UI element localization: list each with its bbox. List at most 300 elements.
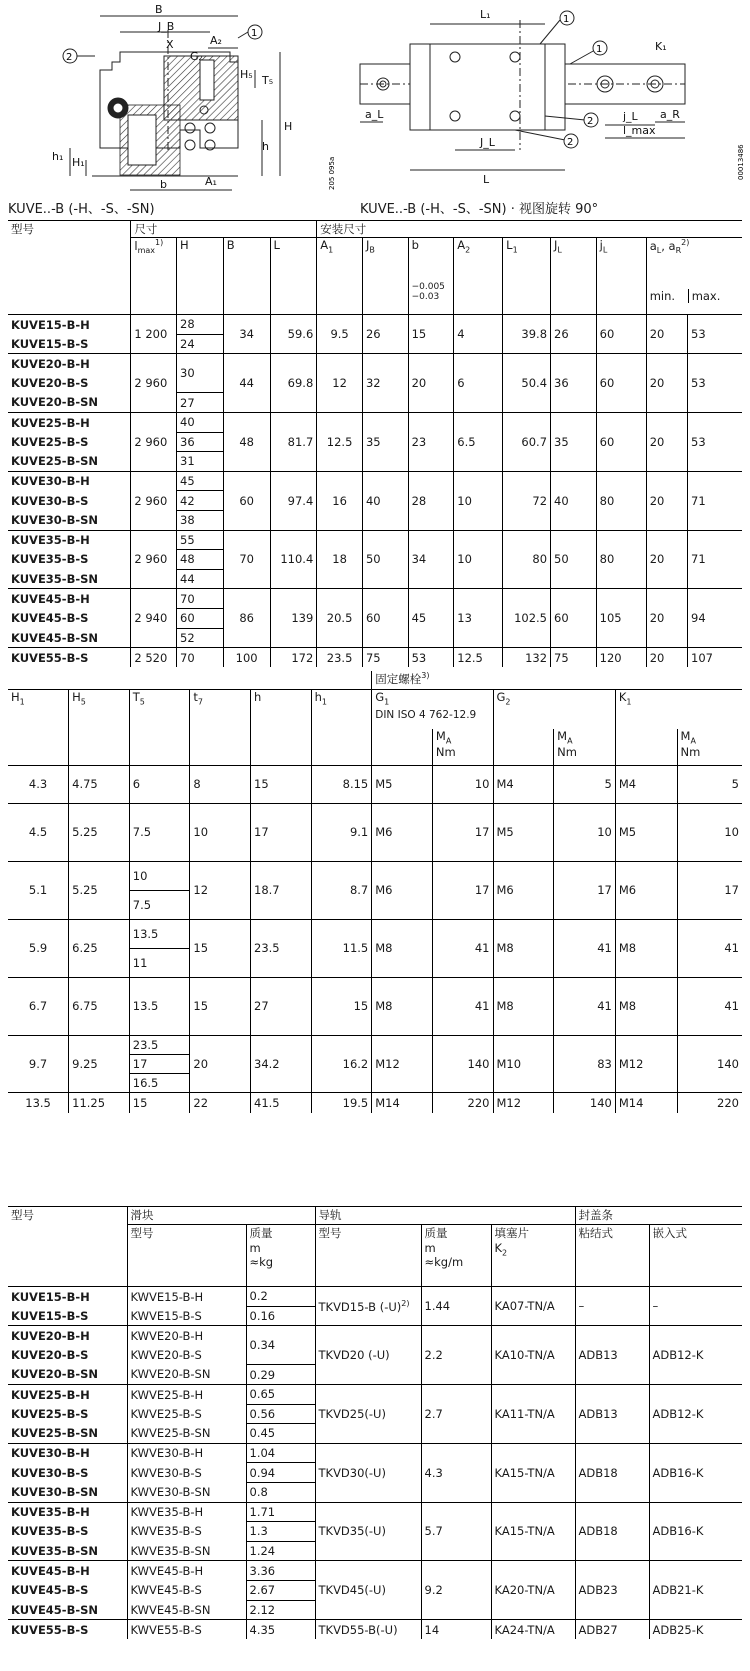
model-code: KUVE55-B-S <box>8 1620 127 1640</box>
H5-value: 6.25 <box>69 919 130 977</box>
rail-type <box>315 1443 421 1502</box>
header-max: max. <box>688 289 721 303</box>
model-code: KUVE15-B-S <box>11 1308 89 1323</box>
col-A2: 6.5 <box>454 412 503 471</box>
header-JL: $J_L$ <box>551 238 597 315</box>
model-code: KUVE15-B-H <box>8 1287 127 1307</box>
carriage-type: KWVE30-B-SN <box>127 1482 246 1502</box>
H-value: 28 <box>177 315 224 335</box>
header-type: 型号 <box>8 221 131 238</box>
H1-value: 4.3 <box>8 765 69 803</box>
dimensions-table <box>8 220 742 667</box>
col-MA3: 17 <box>677 861 742 919</box>
H-value: 44 <box>177 569 224 589</box>
col-amax: 71 <box>688 530 743 589</box>
col-A2: 10 <box>454 530 503 589</box>
col-amax: 107 <box>688 648 743 668</box>
col-MA3: 5 <box>677 765 742 803</box>
H5-value: 11.25 <box>69 1093 130 1113</box>
col-K1: M4 <box>615 765 677 803</box>
model-code: KUVE20-B-S <box>11 1348 89 1363</box>
col-h1: 9.1 <box>311 803 372 861</box>
col-b: 34 <box>408 530 454 589</box>
col-t7: 10 <box>190 803 251 861</box>
col-L: 81.7 <box>270 412 317 471</box>
header-H: H <box>177 238 224 315</box>
col-JL: 50 <box>551 530 597 589</box>
header-jL: $j_L$ <box>596 238 646 315</box>
dim-H5: H₅ <box>240 68 253 81</box>
header-A2: $A_2$ <box>454 238 503 315</box>
col-MA2: 41 <box>554 977 616 1035</box>
col-MA1: 17 <box>432 861 493 919</box>
col-L1: 50.4 <box>503 354 551 413</box>
col-L1: 80 <box>503 530 551 589</box>
header-K1: $K_1$ <box>615 689 742 729</box>
model-code: KUVE20-B-H <box>8 1326 127 1346</box>
header-L1: $L_1$ <box>503 238 551 315</box>
carriage-mass: 0.34 <box>246 1326 315 1365</box>
col-G2: M8 <box>493 977 554 1035</box>
plug-type: KA20-TN/A <box>491 1561 575 1620</box>
col-A2: 4 <box>454 315 503 354</box>
dim-B: B <box>155 3 163 16</box>
plug-type: KA15-TN/A <box>491 1502 575 1561</box>
callout-1-left <box>248 25 262 39</box>
header-G1: $G_1$ DIN ISO 4 762-12.9 <box>372 689 493 729</box>
model-code: KUVE45-B-H <box>8 1561 127 1581</box>
carriage-mass: 0.94 <box>246 1463 315 1483</box>
col-MA2: 5 <box>554 765 616 803</box>
header-MA-K1: $M_A$ Nm <box>677 729 742 765</box>
col-t7: 15 <box>190 919 251 977</box>
carriage-type: KWVE25-B-H <box>127 1384 246 1404</box>
dim-jL: j_L <box>623 110 638 123</box>
dim-A1: A₁ <box>205 175 217 188</box>
T5-value: 13.5 <box>129 977 190 1035</box>
col-amin: 20 <box>646 315 687 354</box>
header-din: DIN ISO 4 762-12.9 <box>375 708 477 721</box>
rail-mass: 5.7 <box>421 1502 491 1561</box>
header-rail-type: 型号 <box>315 1225 421 1287</box>
header-h1: $h_1$ <box>311 689 372 765</box>
model-code: KUVE35-B-H <box>8 1502 127 1522</box>
callout-2-right-bottom <box>564 134 578 148</box>
carriage-type: KWVE35-B-SN <box>127 1541 246 1561</box>
model-code: KUVE45-B-H <box>8 589 131 609</box>
col-JB: 35 <box>362 412 408 471</box>
cover-insert: ADB21-K <box>649 1561 742 1620</box>
col-amin: 20 <box>646 354 687 413</box>
rail-mass: 9.2 <box>421 1561 491 1620</box>
model-code: KUVE35-B-H <box>8 530 131 550</box>
dim-G2: G₂ <box>190 50 203 63</box>
header-insert: 嵌入式 <box>649 1225 742 1287</box>
model-code: KUVE25-B-S <box>11 434 89 449</box>
col-A1: 12 <box>317 354 363 413</box>
carriage-type: KWVE25-B-SN <box>127 1424 246 1444</box>
callout-2-right <box>584 113 598 127</box>
col-G1: M5 <box>372 765 433 803</box>
H5-value: 5.25 <box>69 803 130 861</box>
col-jL: 105 <box>596 589 646 648</box>
bolts-table <box>8 671 742 1113</box>
H1-value: 5.1 <box>8 861 69 919</box>
col-amin: 20 <box>646 648 687 668</box>
H-value: 70 <box>177 648 224 668</box>
header-t7: $t_7$ <box>190 689 251 765</box>
callout-1-right <box>593 41 607 55</box>
svg-text:1: 1 <box>563 14 570 25</box>
lmax-value: 2 960 <box>131 354 177 413</box>
col-h: 15 <box>251 765 312 803</box>
col-h: 18.7 <box>251 861 312 919</box>
rail-mass: 2.2 <box>421 1326 491 1385</box>
plug-type: KA11-TN/A <box>491 1384 575 1443</box>
dim-h1: h₁ <box>52 150 64 163</box>
header-cover: 封盖条 <box>575 1207 742 1225</box>
lmax-value: 2 940 <box>131 589 177 648</box>
col-amax: 94 <box>688 589 743 648</box>
carriage-type: KWVE55-B-S <box>127 1620 246 1640</box>
plug-type: KA15-TN/A <box>491 1443 575 1502</box>
col-h1: 11.5 <box>311 919 372 977</box>
col-A2: 12.5 <box>454 648 503 668</box>
lmax-value: 2 520 <box>131 648 177 668</box>
col-MA2: 140 <box>554 1093 616 1113</box>
carriage-mass: 0.16 <box>246 1306 315 1326</box>
header-dims: 尺寸 <box>131 221 317 238</box>
model-code: KUVE25-B-SN <box>11 1426 99 1441</box>
carriage-mass: 0.45 <box>246 1424 315 1444</box>
col-jL: 60 <box>596 354 646 413</box>
col-G2: M8 <box>493 919 554 977</box>
col-b: 45 <box>408 589 454 648</box>
cover-adhesive: ADB18 <box>575 1502 649 1561</box>
header-mount: 安装尺寸 <box>317 221 742 238</box>
col-jL: 80 <box>596 471 646 530</box>
header-MA-G2: $M_A$ Nm <box>554 729 616 765</box>
carriage-type: KWVE35-B-S <box>127 1522 246 1542</box>
col-t7: 15 <box>190 977 251 1035</box>
col-B: 44 <box>223 354 270 413</box>
svg-text:2: 2 <box>66 52 73 63</box>
carriage-type: KWVE25-B-S <box>127 1404 246 1424</box>
col-JL: 36 <box>551 354 597 413</box>
header-type: 型号 <box>8 1207 127 1225</box>
rail-mass: 1.44 <box>421 1287 491 1326</box>
drawing-code-right: 00013486 <box>737 144 745 180</box>
dim-h: h <box>262 140 269 153</box>
rail-type <box>315 1287 421 1326</box>
carriage-mass: 0.65 <box>246 1384 315 1404</box>
carriage-type: KWVE30-B-H <box>127 1443 246 1463</box>
col-B: 100 <box>223 648 270 668</box>
model-code: KUVE30-B-S <box>11 493 89 508</box>
col-h1: 19.5 <box>311 1093 372 1113</box>
col-amin: 20 <box>646 530 687 589</box>
cover-adhesive: – <box>575 1287 649 1326</box>
col-G1: M12 <box>372 1035 433 1093</box>
col-B: 34 <box>223 315 270 354</box>
rail-mass: 2.7 <box>421 1384 491 1443</box>
col-A1: 16 <box>317 471 363 530</box>
axis-X: X <box>166 38 174 51</box>
dim-L: L <box>483 173 490 186</box>
model-code: KUVE30-B-SN <box>11 512 99 527</box>
drawing-code-left: 205 095a <box>328 156 336 190</box>
rail-footnote: 2) <box>401 1298 410 1308</box>
cover-adhesive: ADB13 <box>575 1326 649 1385</box>
dim-H: H <box>284 120 293 133</box>
col-L1: 39.8 <box>503 315 551 354</box>
col-G1: M8 <box>372 919 433 977</box>
model-code: KUVE55-B-S <box>8 648 131 668</box>
col-MA2: 83 <box>554 1035 616 1093</box>
col-L: 69.8 <box>270 354 317 413</box>
lmax-value: 2 960 <box>131 530 177 589</box>
col-MA3: 220 <box>677 1093 742 1113</box>
parts-table <box>8 1206 742 1639</box>
rail-type-text: TKVD25(-U) <box>318 1406 386 1421</box>
carriage-type: KWVE20-B-SN <box>127 1365 246 1385</box>
rail-type <box>315 1620 421 1640</box>
col-K1: M8 <box>615 977 677 1035</box>
rail-type-text: TKVD35(-U) <box>318 1524 386 1539</box>
carriage-type: KWVE20-B-S <box>127 1345 246 1365</box>
col-MA1: 10 <box>432 765 493 803</box>
dim-H1: H₁ <box>72 156 85 169</box>
col-A1: 18 <box>317 530 363 589</box>
plug-type: KA10-TN/A <box>491 1326 575 1385</box>
rail-type <box>315 1326 421 1385</box>
col-MA2: 17 <box>554 861 616 919</box>
carriage-mass: 0.56 <box>246 1404 315 1424</box>
col-G2: M10 <box>493 1035 554 1093</box>
rail-type-text: TKVD45(-U) <box>318 1583 386 1598</box>
T5-value: 17 <box>129 1054 190 1073</box>
carriage-type: KWVE45-B-SN <box>127 1600 246 1620</box>
header-lmax: $l_{max}^{1)}$ <box>131 238 177 315</box>
carriage-mass: 1.24 <box>246 1541 315 1561</box>
cross-section-drawing <box>0 0 345 198</box>
rail-type <box>315 1384 421 1443</box>
col-t7: 22 <box>190 1093 251 1113</box>
col-A2: 10 <box>454 471 503 530</box>
col-K1: M5 <box>615 803 677 861</box>
model-code: KUVE35-B-SN <box>11 571 99 586</box>
header-B: B <box>223 238 270 315</box>
col-JB: 40 <box>362 471 408 530</box>
col-JL: 60 <box>551 589 597 648</box>
H-value: 42 <box>177 491 224 511</box>
col-jL: 60 <box>596 315 646 354</box>
col-G1: M14 <box>372 1093 433 1113</box>
rail-mass: 14 <box>421 1620 491 1640</box>
dim-JL: J_L <box>480 136 495 149</box>
T5-value: 15 <box>129 1093 190 1113</box>
col-t7: 12 <box>190 861 251 919</box>
plug-type: KA07-TN/A <box>491 1287 575 1326</box>
carriage-mass: 1.04 <box>246 1443 315 1463</box>
rail-type-text: TKVD20 (-U) <box>318 1348 390 1363</box>
col-b: 23 <box>408 412 454 471</box>
model-code: KUVE35-B-SN <box>11 1543 99 1558</box>
rail-type-text: TKVD15-B (-U) <box>318 1299 402 1314</box>
header-b: b −0.005 −0.03 <box>408 238 454 315</box>
col-h: 23.5 <box>251 919 312 977</box>
H1-value: 5.9 <box>8 919 69 977</box>
H1-value: 6.7 <box>8 977 69 1035</box>
col-G1: M6 <box>372 861 433 919</box>
model-code: KUVE45-B-S <box>11 1583 89 1598</box>
col-L: 172 <box>270 648 317 668</box>
cover-insert: ADB16-K <box>649 1443 742 1502</box>
carriage-mass: 2.67 <box>246 1580 315 1600</box>
col-A2: 6 <box>454 354 503 413</box>
col-b: 28 <box>408 471 454 530</box>
T5-value: 16.5 <box>129 1074 190 1093</box>
dim-lmax: l_max <box>623 124 656 137</box>
col-t7: 8 <box>190 765 251 803</box>
col-G2: M5 <box>493 803 554 861</box>
H1-value: 4.5 <box>8 803 69 861</box>
H1-value: 9.7 <box>8 1035 69 1093</box>
col-JL: 35 <box>551 412 597 471</box>
col-JB: 60 <box>362 589 408 648</box>
lmax-value: 2 960 <box>131 471 177 530</box>
col-jL: 80 <box>596 530 646 589</box>
model-code: KUVE35-B-S <box>11 1524 89 1539</box>
H-value: 70 <box>177 589 224 609</box>
header-L: L <box>270 238 317 315</box>
col-JL: 26 <box>551 315 597 354</box>
col-MA1: 140 <box>432 1035 493 1093</box>
col-L1: 60.7 <box>503 412 551 471</box>
col-MA1: 41 <box>432 919 493 977</box>
cover-insert: – <box>649 1287 742 1326</box>
header-aL-aR: $a_L$, $a_R^{2)}$ min. max. <box>646 238 742 315</box>
col-h: 27 <box>251 977 312 1035</box>
svg-text:1: 1 <box>251 28 258 39</box>
col-JB: 75 <box>362 648 408 668</box>
header-min: min. <box>649 289 676 304</box>
dim-aR: a_R <box>660 108 680 121</box>
header-carriage: 滑块 <box>127 1207 315 1225</box>
header-T5: $T_5$ <box>129 689 190 765</box>
model-code: KUVE45-B-SN <box>11 1602 99 1617</box>
T5-value: 7.5 <box>129 803 190 861</box>
col-B: 86 <box>223 589 270 648</box>
col-MA3: 140 <box>677 1035 742 1093</box>
H5-value: 5.25 <box>69 861 130 919</box>
dim-aL: a_L <box>365 108 384 121</box>
col-amin: 20 <box>646 589 687 648</box>
col-h: 17 <box>251 803 312 861</box>
col-G1: M8 <box>372 977 433 1035</box>
header-adhesive: 粘结式 <box>575 1225 649 1287</box>
H-value: 52 <box>177 628 224 648</box>
H5-value: 9.25 <box>69 1035 130 1093</box>
T5-value: 6 <box>129 765 190 803</box>
col-h: 41.5 <box>251 1093 312 1113</box>
carriage-type: KWVE15-B-H <box>127 1287 246 1307</box>
col-K1: M6 <box>615 861 677 919</box>
H-value: 55 <box>177 530 224 550</box>
col-G2: M12 <box>493 1093 554 1113</box>
H-value: 36 <box>177 432 224 452</box>
col-JB: 32 <box>362 354 408 413</box>
dim-A2: A₂ <box>210 34 222 47</box>
dim-JB: J_B <box>158 20 175 33</box>
col-amax: 53 <box>688 315 743 354</box>
header-carriage-mass: 质量 m ≈kg <box>246 1225 315 1287</box>
rail-type <box>315 1502 421 1561</box>
H-value: 60 <box>177 608 224 628</box>
col-MA1: 220 <box>432 1093 493 1113</box>
model-code: KUVE20-B-SN <box>11 395 99 410</box>
col-jL: 120 <box>596 648 646 668</box>
carriage-mass: 0.8 <box>246 1482 315 1502</box>
model-code: KUVE30-B-S <box>11 1465 89 1480</box>
dim-T5: T₅ <box>262 74 274 87</box>
col-amax: 53 <box>688 354 743 413</box>
col-h: 34.2 <box>251 1035 312 1093</box>
header-bolts: 固定螺栓$^{3)}$ <box>372 671 742 689</box>
col-b: 53 <box>408 648 454 668</box>
header-H1: $H_1$ <box>8 689 69 765</box>
header-plug: 填塞片 $K_2$ <box>491 1225 575 1287</box>
model-code: KUVE15-B-S <box>11 336 89 351</box>
col-MA2: 10 <box>554 803 616 861</box>
col-L: 139 <box>270 589 317 648</box>
col-K1: M8 <box>615 919 677 977</box>
cover-adhesive: ADB27 <box>575 1620 649 1640</box>
col-L1: 102.5 <box>503 589 551 648</box>
cover-insert: ADB12-K <box>649 1326 742 1385</box>
dim-K1: K₁ <box>655 40 667 53</box>
rail-mass: 4.3 <box>421 1443 491 1502</box>
carriage-mass: 1.3 <box>246 1522 315 1542</box>
H-value: 30 <box>177 354 224 393</box>
col-amax: 53 <box>688 412 743 471</box>
lmax-value: 1 200 <box>131 315 177 354</box>
H-value: 24 <box>177 334 224 354</box>
T5-value: 7.5 <box>129 890 190 919</box>
H1-value: 13.5 <box>8 1093 69 1113</box>
col-MA2: 41 <box>554 919 616 977</box>
H-value: 48 <box>177 550 224 570</box>
col-MA3: 10 <box>677 803 742 861</box>
carriage-type: KWVE35-B-H <box>127 1502 246 1522</box>
model-code: KUVE25-B-SN <box>11 454 99 469</box>
col-A1: 20.5 <box>317 589 363 648</box>
rail-type-text: TKVD55-B(-U) <box>318 1622 398 1637</box>
col-L1: 132 <box>503 648 551 668</box>
carriage-mass: 2.12 <box>246 1600 315 1620</box>
plug-type: KA24-TN/A <box>491 1620 575 1640</box>
cover-insert: ADB16-K <box>649 1502 742 1561</box>
col-b: 15 <box>408 315 454 354</box>
header-h: h <box>251 689 312 765</box>
T5-value: 23.5 <box>129 1035 190 1054</box>
right-figure-caption: KUVE..-B (-H、-S、-SN) · 视图旋转 90° <box>360 202 599 217</box>
col-B: 70 <box>223 530 270 589</box>
header-JB: $J_B$ <box>362 238 408 315</box>
svg-text:2: 2 <box>587 116 594 127</box>
col-h1: 8.15 <box>311 765 372 803</box>
callout-2-left <box>63 49 77 63</box>
